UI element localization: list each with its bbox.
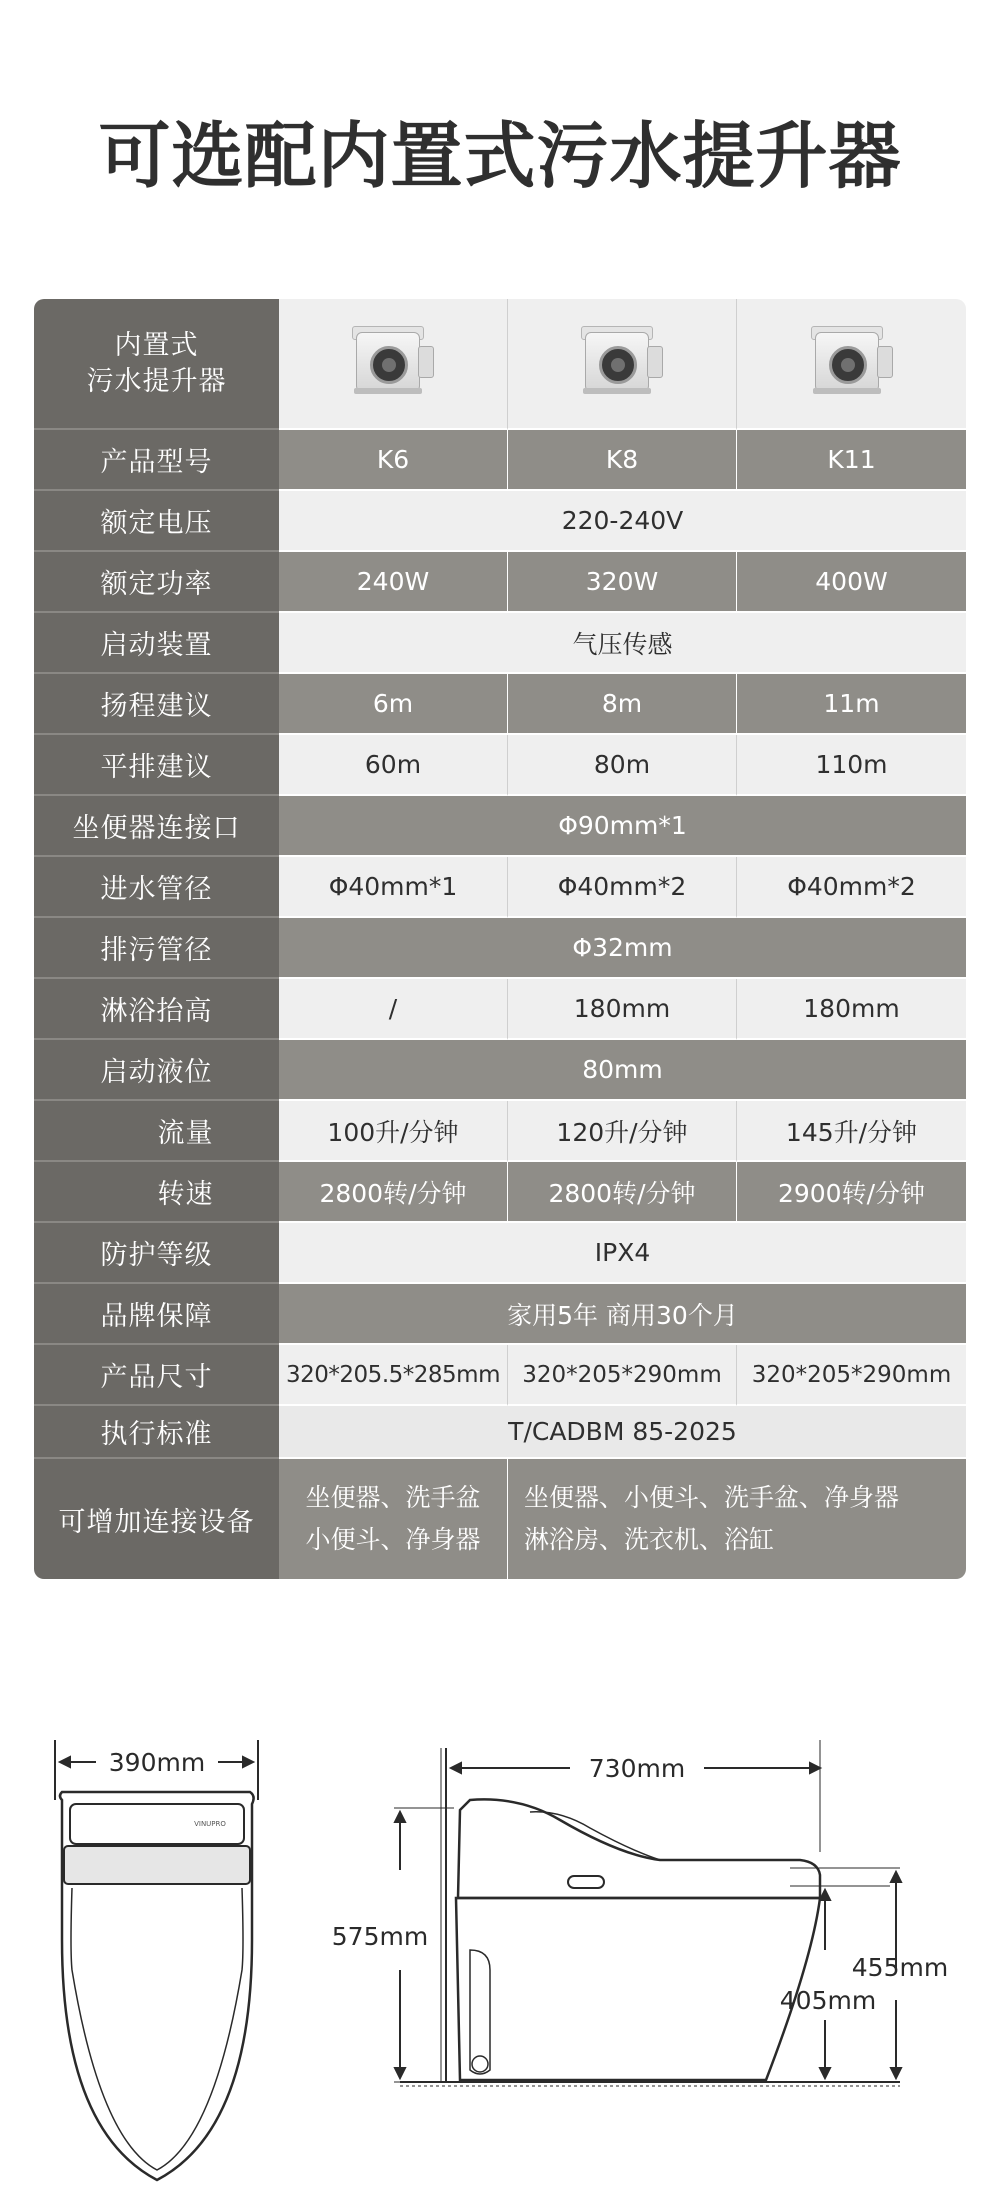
row-label: 品牌保障: [34, 1284, 279, 1345]
table-row: [34, 857, 966, 918]
height-dimension-label: 575mm: [331, 1922, 429, 1951]
cell-k6-devices: [279, 1459, 508, 1579]
pump-image-k8: [508, 299, 737, 430]
cell-k6: 60m: [279, 735, 508, 796]
cell-k8: 8m: [508, 674, 737, 735]
row-label: 额定功率: [34, 552, 279, 613]
pump-icon: [352, 326, 434, 396]
dimension-diagram: [0, 1700, 1000, 2212]
row-label: 产品尺寸: [34, 1345, 279, 1406]
row-label: 执行标准: [34, 1406, 279, 1459]
cell-merged: 气压传感: [279, 613, 966, 674]
cell-k11: 320*205*290mm: [737, 1345, 966, 1406]
table-row: [34, 1223, 966, 1284]
page-title: 可选配内置式污水提升器: [98, 114, 902, 198]
cell-k11: 145升/分钟: [737, 1101, 966, 1162]
header-label: [34, 299, 279, 430]
cell-merged: T/CADBM 85-2025: [279, 1406, 966, 1459]
k6-devices-line1: 坐便器、洗手盆: [305, 1483, 481, 1512]
cell-k6: Φ40mm*1: [279, 857, 508, 918]
cell-other-devices: [508, 1459, 966, 1579]
cell-k6: /: [279, 979, 508, 1040]
row-label: 坐便器连接口: [34, 796, 279, 857]
table-row: [34, 430, 966, 491]
row-label: 启动装置: [34, 613, 279, 674]
cell-k11: 2900转/分钟: [737, 1162, 966, 1223]
lid-height-dimension-label: 455mm: [851, 1953, 949, 1982]
cell-k8: 80m: [508, 735, 737, 796]
cell-k8: 320*205*290mm: [508, 1345, 737, 1406]
pump-image-k11: [737, 299, 966, 430]
cell-k11: 400W: [737, 552, 966, 613]
row-label: 扬程建议: [34, 674, 279, 735]
pump-icon: [581, 326, 663, 396]
table-row: [34, 1406, 966, 1459]
pump-icon: [811, 326, 893, 396]
other-devices-line2: 淋浴房、洗衣机、浴缸: [524, 1525, 775, 1554]
row-label: 防护等级: [34, 1223, 279, 1284]
other-devices-line1: 坐便器、小便斗、洗手盆、净身器: [524, 1483, 900, 1512]
seat-height-dimension-label: 405mm: [779, 1986, 877, 2015]
cell-k8: 320W: [508, 552, 737, 613]
table-row: [34, 1345, 966, 1406]
cell-k6: K6: [279, 430, 508, 491]
cell-merged: 220-240V: [279, 491, 966, 552]
row-label: 进水管径: [34, 857, 279, 918]
side-view: [394, 1740, 901, 2086]
header-label-line1: 内置式: [114, 329, 199, 361]
table-row: [34, 1459, 966, 1579]
table-row: [34, 796, 966, 857]
table-row: [34, 1162, 966, 1223]
k6-devices-line2: 小便斗、净身器: [305, 1525, 481, 1554]
table-row: [34, 1040, 966, 1101]
cell-k11: K11: [737, 430, 966, 491]
spec-table: [34, 299, 966, 1579]
width-dimension-label: 390mm: [108, 1748, 206, 1777]
cell-k6: 320*205.5*285mm: [279, 1345, 508, 1406]
cell-k8: 180mm: [508, 979, 737, 1040]
table-row: [34, 674, 966, 735]
table-row: [34, 613, 966, 674]
depth-dimension-label: 730mm: [588, 1754, 686, 1783]
row-label: 启动液位: [34, 1040, 279, 1101]
pump-image-k6: [279, 299, 508, 430]
row-label: 额定电压: [34, 491, 279, 552]
table-row: [34, 552, 966, 613]
cell-merged: Φ32mm: [279, 918, 966, 979]
cell-k8: 2800转/分钟: [508, 1162, 737, 1223]
table-row: [34, 1284, 966, 1345]
cell-k11: 110m: [737, 735, 966, 796]
cell-k6: 100升/分钟: [279, 1101, 508, 1162]
table-row: [34, 735, 966, 796]
row-label: 流量: [34, 1101, 279, 1162]
cell-k11: Φ40mm*2: [737, 857, 966, 918]
cell-k6: 6m: [279, 674, 508, 735]
cell-merged: 80mm: [279, 1040, 966, 1101]
cell-merged: Φ90mm*1: [279, 796, 966, 857]
row-label: 淋浴抬高: [34, 979, 279, 1040]
brand-mark: VINUPRO: [194, 1820, 226, 1828]
cell-k8: K8: [508, 430, 737, 491]
row-label: 可增加连接设备: [34, 1459, 279, 1579]
cell-k8: Φ40mm*2: [508, 857, 737, 918]
table-row: [34, 979, 966, 1040]
cell-merged: IPX4: [279, 1223, 966, 1284]
row-label: 产品型号: [34, 430, 279, 491]
row-label: 排污管径: [34, 918, 279, 979]
table-row: [34, 918, 966, 979]
cell-k11: 180mm: [737, 979, 966, 1040]
cell-k6: 2800转/分钟: [279, 1162, 508, 1223]
table-row: [34, 1101, 966, 1162]
cell-k6: 240W: [279, 552, 508, 613]
cell-k8: 120升/分钟: [508, 1101, 737, 1162]
header-label-line2: 污水提升器: [86, 365, 227, 397]
cell-k11: 11m: [737, 674, 966, 735]
table-header-row: [34, 299, 966, 430]
row-label: 平排建议: [34, 735, 279, 796]
row-label: 转速: [34, 1162, 279, 1223]
table-row: [34, 491, 966, 552]
top-view: [55, 1740, 258, 2180]
cell-merged: 家用5年 商用30个月: [279, 1284, 966, 1345]
